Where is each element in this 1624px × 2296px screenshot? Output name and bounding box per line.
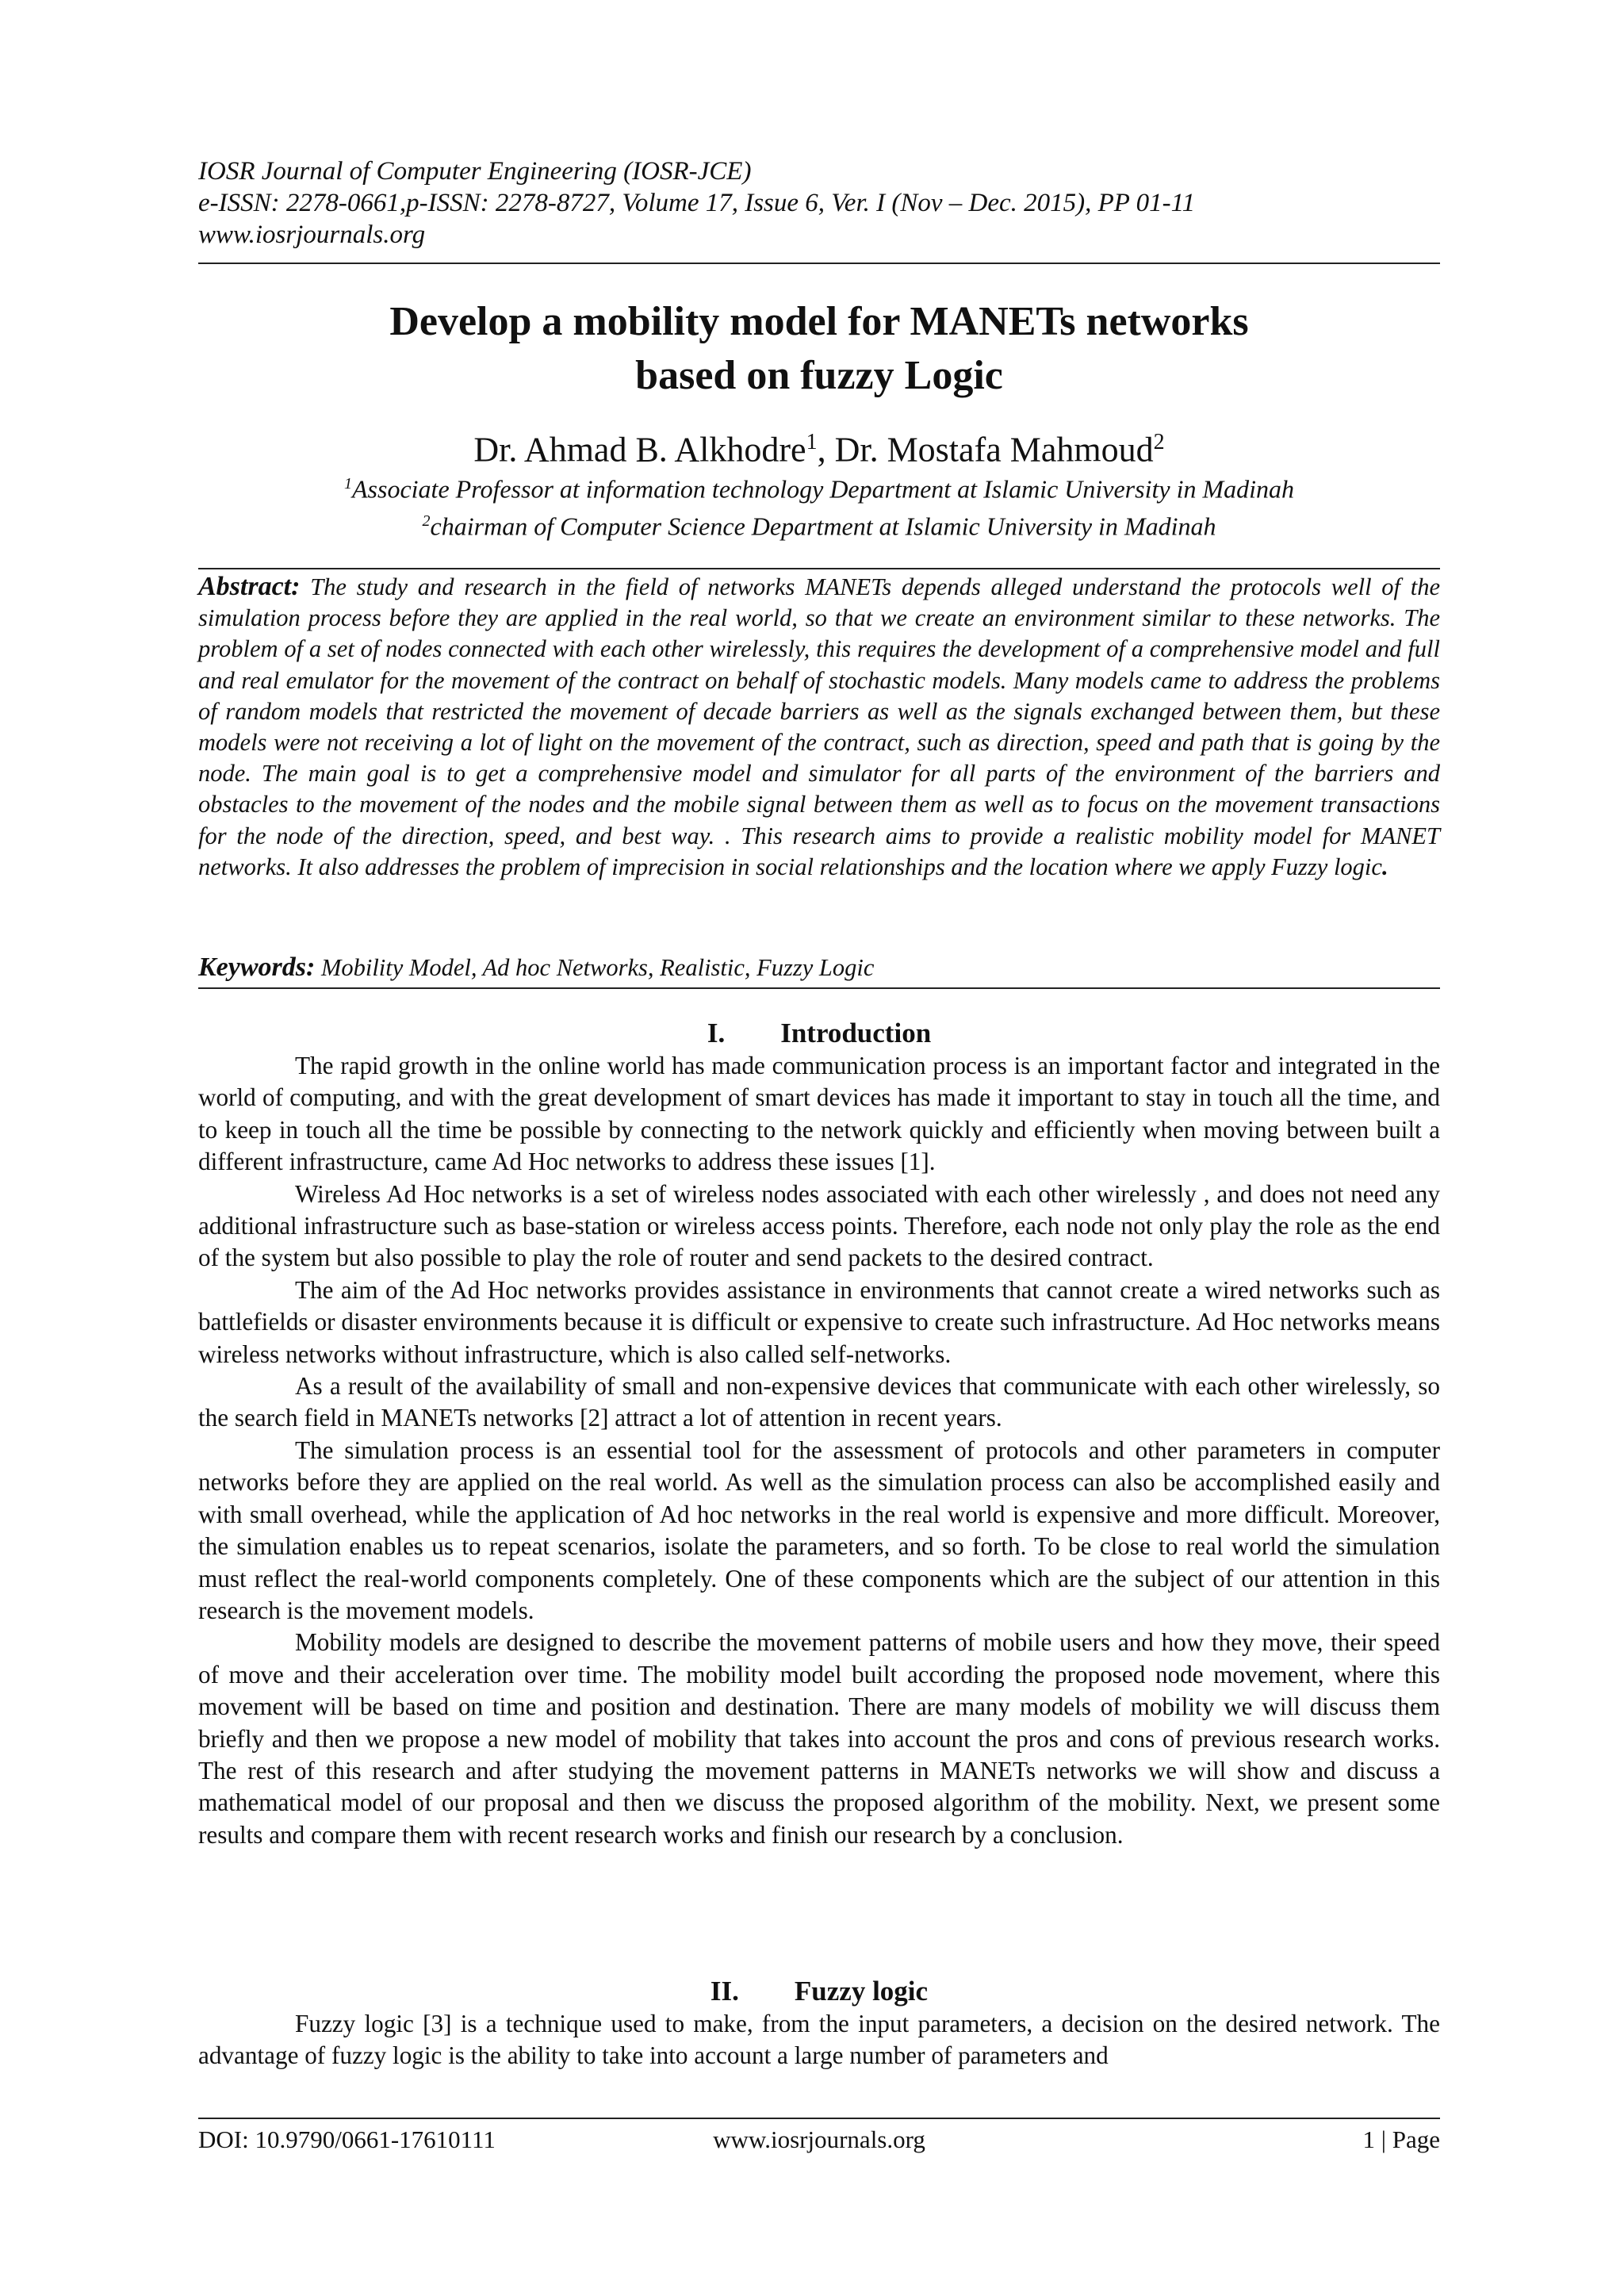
paper-page — [198, 0, 1440, 2296]
footer-doi: DOI: 10.9790/0661-17610111 — [198, 2125, 496, 2153]
abstract — [198, 571, 1440, 883]
keywords-label: Keywords: — [198, 953, 316, 982]
title-line-2: based on fuzzy Logic — [635, 353, 1003, 398]
author-1: Dr. Ahmad B. Alkhodre — [473, 430, 806, 470]
footer-website: www.iosrjournals.org — [713, 2125, 925, 2153]
footer-divider — [198, 2118, 1440, 2119]
header-divider — [198, 263, 1440, 264]
affiliation-2-mark: 2 — [422, 512, 431, 530]
affiliation-2-text: chairman of Computer Science Department at Islamic University in Madinah — [430, 512, 1216, 541]
issn-line: e-ISSN: 2278-0661,p-ISSN: 2278-8727, Volume 17, Issue 6, Ver. I (Nov – Dec. 2015), PP 01-11 — [198, 189, 1196, 217]
section-heading-fuzzy-logic — [198, 1975, 1440, 2008]
author-separator: , — [817, 430, 835, 470]
journal-name: IOSR Journal of Computer Engineering (IOSR-JCE) — [198, 157, 752, 186]
affiliation-1 — [198, 468, 1440, 505]
paragraph: Mobility models are designed to describe the movement patterns of mobile users and how they move, their speed of move and their acceleration over time. The mobility model built according the proposed node movement, where this movement will be based on time and position and destination. There are many models of mobility we will discuss them briefly and then we propose a new model of mobility that takes into account the pros and cons of previous research works. The rest of this research and after studying the movement patterns in MANETs networks we will show and discuss a mathematical model of our proposal and then we discuss the proposed algorithm of the mobility. Next, we present some results and compare them with recent research works and finish our research by a conclusion. — [198, 1628, 1440, 1849]
keywords-text: Mobility Model, Ad hoc Networks, Realistic, Fuzzy Logic — [315, 954, 875, 981]
abstract-divider — [198, 568, 1440, 569]
paragraph: The aim of the Ad Hoc networks provides assistance in environments that cannot create a wired networks such as battlefields or disaster environments because it is difficult or expensive to create such infrastructure. Ad Hoc networks means wireless networks without infrastructure, which is also called self-networks. — [198, 1275, 1440, 1368]
section-heading-introduction — [198, 1017, 1440, 1050]
introduction-body — [198, 1050, 1440, 1851]
keywords-divider — [198, 987, 1440, 989]
affiliation-1-mark: 1 — [344, 475, 352, 493]
journal-website: www.iosrjournals.org — [198, 220, 426, 249]
keywords — [198, 952, 1440, 983]
affiliations — [198, 468, 1440, 542]
title-line-1: Develop a mobility model for MANETs networks — [389, 299, 1249, 344]
author-2-affiliation-mark: 2 — [1153, 430, 1165, 454]
paper-title — [198, 295, 1440, 403]
abstract-end: . — [1381, 853, 1388, 880]
affiliation-1-text: Associate Professor at information technology Department at Islamic University in Madinah — [352, 474, 1294, 504]
author-1-affiliation-mark: 1 — [806, 430, 818, 454]
paragraph: The rapid growth in the online world has made communication process is an important factor and integrated in the world of computing, and with the great development of smart devices has made it important to stay in touch all the time, and to keep in touch all the time be possible by connecting to the network quickly and efficiently when moving between built a different infrastructure, came Ad Hoc networks to address these issues [1]. — [198, 1052, 1440, 1176]
journal-header — [198, 155, 1440, 251]
paragraph: Fuzzy logic [3] is a technique used to make, from the input parameters, a decision on the desired network. The advantage of fuzzy logic is the ability to take into account a large number of parameters and — [198, 2010, 1440, 2070]
author-list — [198, 420, 1440, 473]
paragraph: Wireless Ad Hoc networks is a set of wireless nodes associated with each other wirelessly , and does not need any additional infrastructure such as base-station or wireless access points. Therefore, each node not only play the role as the end of the system but also possible to play the role of router and send packets to the desired contract. — [198, 1179, 1440, 1272]
author-2: Dr. Mostafa Mahmoud — [834, 430, 1154, 470]
footer-page-number: 1 | Page — [1362, 2125, 1440, 2153]
fuzzy-logic-body — [198, 2008, 1440, 2072]
affiliation-2 — [198, 505, 1440, 542]
paragraph: The simulation process is an essential tool for the assessment of protocols and other parameters in computer networks before they are applied on the real world. As well as the simulation process can also be accomplished easily and with small overhead, while the application of Ad hoc networks in the real world is expensive and more difficult. Moreover, the simulation enables us to repeat scenarios, isolate the parameters, and so forth. To be close to real world the simulation must reflect the real-world components completely. One of these components which are the subject of our attention in this research is the movement models. — [198, 1435, 1440, 1624]
section-title: Introduction — [780, 1018, 932, 1048]
abstract-label: Abstract: — [198, 572, 301, 601]
abstract-text: The study and research in the field of networks MANETs depends alleged understand the protocols well of the simulation process before they are applied in the real world, so that we create an environment similar to these networks. The problem of a set of nodes connected with each other wirelessly, this requires the development of a comprehensive model and full and real emulator for the movement of the contract on behalf of stochastic models. Many models came to address the problems of random models that restricted the movement of decade barriers as well as the signals exchanged between them, but these models were not receiving a lot of light on the movement of the contract, such as direction, speed and path that is going by the node. The main goal is to get a comprehensive model and simulator for all parts of the environment of the barriers and obstacles to the movement of the nodes and the mobile signal between them as well as to focus on the movement transactions for the node of the direction, speed, and best way. . This research aims to provide a realistic mobility model for MANET networks. It also addresses the problem of imprecision in social relationships and the location where we apply Fuzzy logic — [198, 573, 1441, 880]
section-number: I. — [707, 1018, 726, 1048]
section-number: II. — [710, 1976, 739, 2007]
paragraph: As a result of the availability of small and non-expensive devices that communicate with each other wirelessly, so the search field in MANETs networks [2] attract a lot of attention in recent years. — [198, 1372, 1440, 1432]
section-title: Fuzzy logic — [794, 1976, 929, 2007]
